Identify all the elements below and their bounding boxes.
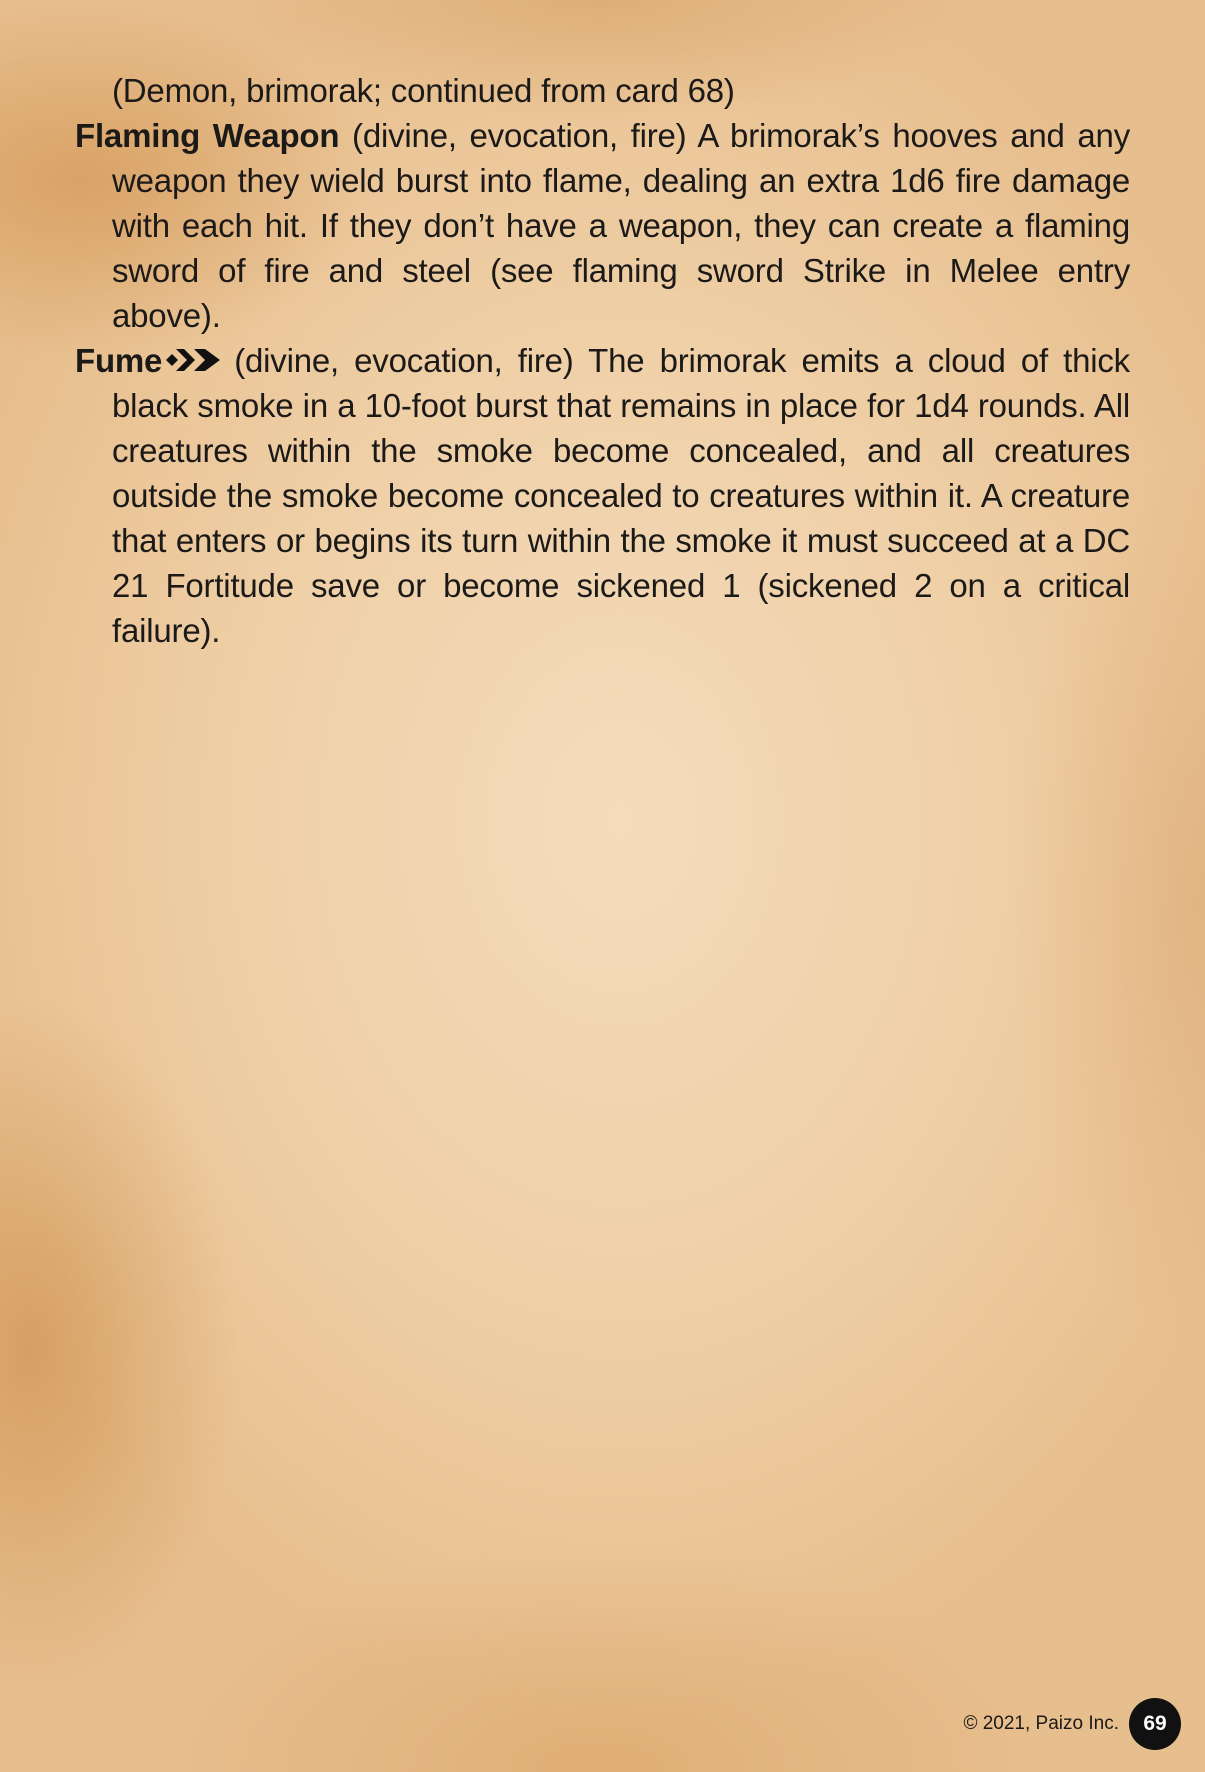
ability-text: (divine, evocation, fire) A brimorak’s hooves and any weapon they wield burst into flame, dealing an extra 1d6 fire damage with each hit. If they don’t have a weapon, they can create a flaming sword of fire and steel (see flaming sword Strike in Melee entry above). [112, 117, 1130, 334]
continued-note: (Demon, brimorak; continued from card 68) [112, 72, 735, 109]
ability-fume [75, 338, 1130, 653]
ability-name: Flaming Weapon [75, 117, 340, 154]
card-body [75, 68, 1130, 653]
two-actions-icon [166, 345, 228, 375]
copyright: © 2021, Paizo Inc. [963, 1713, 1119, 1734]
footer [963, 1698, 1181, 1750]
ability-text: (divine, evocation, fire) The brimorak emits a cloud of thick black smoke in a 10-foot burst that remains in place for 1d4 rounds. All creatures within the smoke become concealed, and all creatures outside the smoke become concealed to creatures within it. A creature that enters or begins its turn within the smoke it must succeed at a DC 21 Fortitude save or become sickened 1 (sickened 2 on a critical failure). [112, 342, 1130, 649]
page-number-badge: 69 [1129, 1698, 1181, 1750]
ability-name: Fume [75, 342, 163, 379]
ability-flaming-weapon [75, 113, 1130, 338]
